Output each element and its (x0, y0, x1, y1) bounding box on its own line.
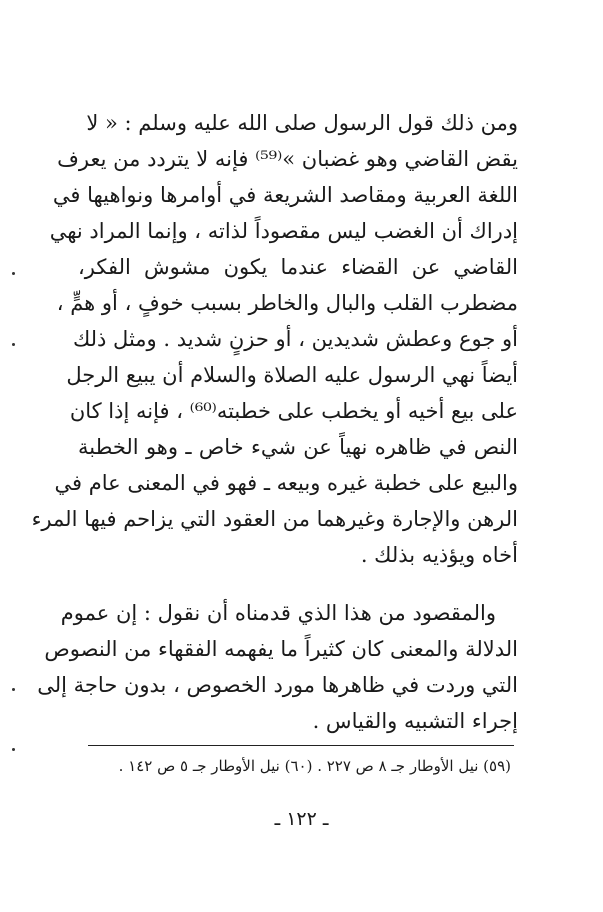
scan-mark (12, 343, 15, 346)
page-number: ـ ١٢٢ ـ (274, 808, 329, 830)
paragraph1-line-8: أيضاً نهي الرسول عليه الصلاة والسلام أن يبيع الرجل (66, 363, 518, 387)
paragraph1-line-1: ومن ذلك قول الرسول صلى الله عليه وسلم : « لا (86, 111, 518, 135)
footnotes: (٥٩) نيل الأوطار جـ ٨ ص ٢٢٧ . (٦٠) نيل الأوطار جـ ٥ ص ١٤٢ . (118, 757, 511, 775)
paragraph1-line-9: على بيع أخيه أو يخطب على خطبته⁽⁶⁰⁾ ، فإنه إذا كان (69, 399, 518, 423)
paragraph2-line-3: التي وردت في ظاهرها مورد الخصوص ، بدون حاجة إلى (37, 673, 518, 697)
paragraph1-line-10: النص في ظاهره نهياً عن شيء خاص ـ وهو الخطبة (78, 435, 518, 459)
paragraph1-line-2: يقض القاضي وهو غضبان »⁽⁵⁹⁾ فإنه لا يتردد من يعرف (57, 147, 518, 171)
footnote-separator (88, 745, 514, 746)
scan-mark (12, 688, 15, 691)
scan-mark (12, 748, 15, 751)
paragraph1-line-5: القاضي عن القضاء عندما يكون مشوش الفكر، (78, 255, 518, 279)
paragraph1-line-7: أو جوع وعطش شديدين ، أو حزنٍ شديد . ومثل ذلك (72, 327, 518, 351)
scan-mark (12, 272, 15, 275)
paragraph2-line-1: والمقصود من هذا الذي قدمناه أن نقول : إن عموم (60, 601, 496, 625)
paragraph1-line-3: اللغة العربية ومقاصد الشريعة في أوامرها ونواهيها في (52, 183, 518, 207)
paragraph1-line-6: مضطرب القلب والبال والخاطر بسبب خوفٍ ، أو همٍّ ، (56, 291, 518, 315)
paragraph2-line-4: إجراء التشبيه والقياس . (312, 709, 518, 733)
paragraph1-line-4: إدراك أن الغضب ليس مقصوداً لذاته ، وإنما المراد نهي (49, 219, 518, 243)
paragraph1-line-13: أخاه ويؤذيه بذلك . (360, 543, 518, 567)
paragraph2-line-2: الدلالة والمعنى كان كثيراً ما يفهمه الفقهاء من النصوص (44, 637, 518, 661)
paragraph1-line-11: والبيع على خطبة غيره وبيعه ـ فهو في المعنى عام في (54, 471, 518, 495)
paragraph1-line-12: الرهن والإجارة وغيرهما من العقود التي يزاحم فيها المرء (31, 507, 518, 531)
